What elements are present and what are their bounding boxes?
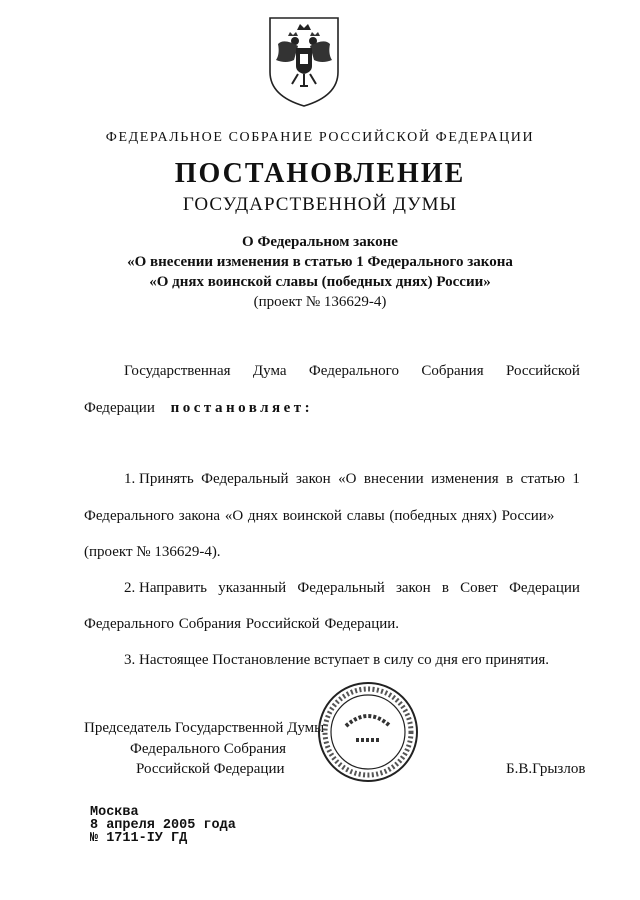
item-2-line-2: Федерального Собрания Российской Федерации. [84, 616, 400, 632]
item-2-word: закон [395, 580, 431, 596]
item-1-line-1 [124, 470, 580, 488]
state-emblem-icon [264, 14, 344, 110]
item-1-line-3: (проект № 136629-4). [84, 544, 221, 560]
item-1-word: «О [338, 471, 357, 487]
item-2-word: Совет [460, 580, 498, 596]
heading-line-1: О Федеральном законе [242, 234, 398, 250]
item-2-word: Федеральный [297, 580, 385, 596]
preamble-line-1 [124, 362, 580, 380]
preamble-word: Дума [252, 363, 287, 379]
preamble-word: Российской [506, 363, 580, 379]
item-3-line: 3. Настоящее Постановление вступает в силу со дня его принятия. [124, 652, 550, 668]
item-2-word: 2. Направить [124, 580, 207, 596]
item-2-word: указанный [218, 580, 287, 596]
footer-date: 8 апреля 2005 года [90, 818, 236, 833]
heading-line-2: «О внесении изменения в статью 1 Федерального закона [127, 254, 513, 270]
footer-city: Москва [90, 805, 139, 820]
footer-number: № 1711-IУ ГД [90, 831, 188, 846]
item-1-word: Федеральный [201, 471, 289, 487]
preamble-word: Государственная [124, 363, 231, 379]
item-1-word: 1. Принять [124, 471, 194, 487]
preamble-word: Собрания [421, 363, 484, 379]
signatory-name: Б.В.Грызлов [506, 761, 586, 777]
organization-name: ФЕДЕРАЛЬНОЕ СОБРАНИЕ РОССИЙСКОЙ ФЕДЕРАЦИИ [105, 130, 535, 145]
item-1-word: 1 [572, 471, 580, 487]
preamble-line-2 [84, 399, 313, 417]
signature-line-1: Председатель Государственной Думы [84, 720, 325, 736]
item-1-word: в [506, 471, 514, 487]
preamble-verb: постановляет: [170, 400, 314, 416]
heading-line-4: (проект № 136629-4) [253, 294, 387, 310]
signature-line-2: Федерального Собрания [130, 741, 287, 757]
item-1-word: закон [295, 471, 331, 487]
document-subtitle: ГОСУДАРСТВЕННОЙ ДУМЫ [182, 194, 458, 215]
protocol-department-seal-icon [316, 680, 420, 784]
signature-line-3: Российской Федерации [136, 761, 285, 777]
item-1-line-2: Федерального закона «О днях воинской славы (победных днях) России» [84, 508, 555, 524]
heading-line-3: «О днях воинской славы (победных днях) России» [149, 274, 491, 290]
document-title: ПОСТАНОВЛЕНИЕ [174, 158, 466, 189]
item-2-word: в [441, 580, 449, 596]
item-2-line-1 [124, 579, 580, 597]
item-1-word: изменения [431, 471, 499, 487]
item-2-word: Федерации [509, 580, 580, 596]
item-1-word: внесении [363, 471, 424, 487]
preamble-word: Федерального [308, 363, 399, 379]
preamble-federation: Федерации [84, 400, 155, 416]
item-1-word: статью [520, 471, 565, 487]
